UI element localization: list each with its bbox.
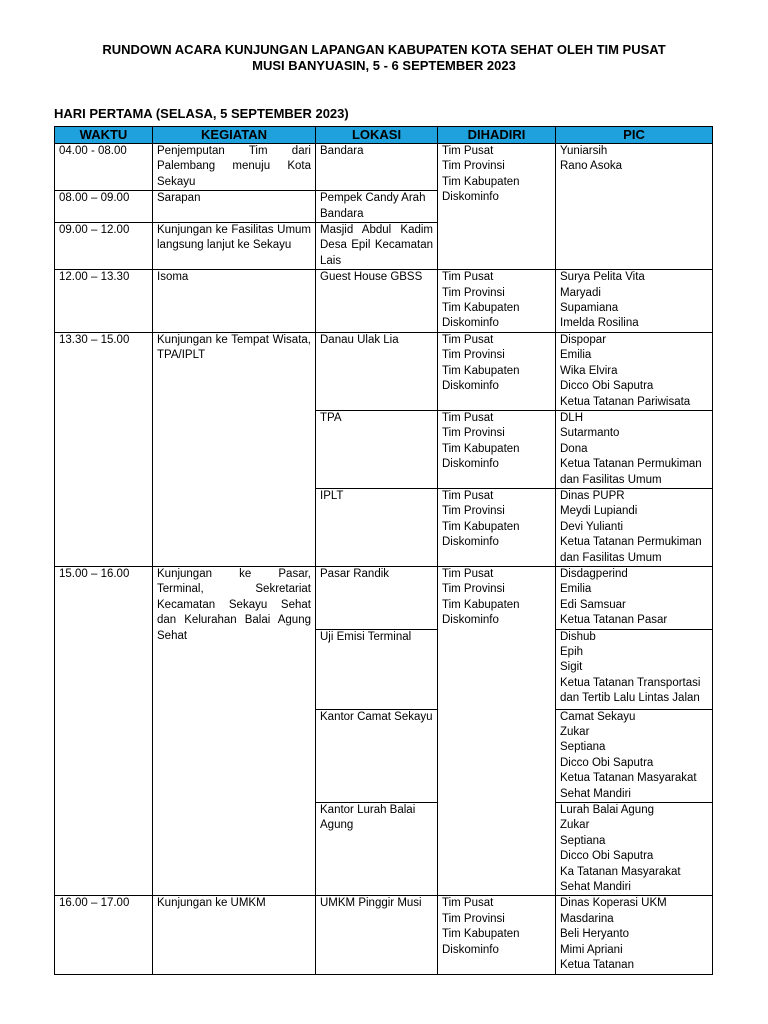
attendee: Tim Provinsi: [442, 583, 505, 596]
pic-name: dan Fasilitas Umum: [560, 551, 662, 564]
attendee: Tim Kabupaten: [442, 175, 520, 188]
cell-pic: [556, 332, 713, 410]
cell-lokasi: Danau Ulak Lia: [316, 332, 438, 410]
cell-lokasi: Masjid Abdul Kadim Desa Epil Kecamatan Lais: [316, 223, 438, 270]
cell-lokasi: Pempek Candy Arah Bandara: [316, 191, 438, 223]
cell-pic: [556, 709, 713, 802]
cell-lokasi: IPLT: [316, 488, 438, 566]
cell-kegiatan: Kunjungan ke Fasilitas Umum langsung lanjut ke Sekayu: [153, 223, 316, 270]
cell-kegiatan: Penjemputan Tim dari Palembang menuju Kota Sekayu: [153, 144, 316, 191]
cell-pic: [556, 629, 713, 709]
pic-name: Surya Pelita Vita: [560, 271, 645, 284]
pic-name: Masdarina: [560, 912, 614, 925]
attendee: Diskominfo: [442, 943, 499, 956]
day-heading: HARI PERTAMA (SELASA, 5 SEPTEMBER 2023): [54, 106, 349, 121]
table-row: [55, 896, 713, 975]
pic-name: Ketua Tatanan Permukiman: [560, 458, 702, 471]
cell-dihadiri: [438, 144, 556, 270]
attendee: Tim Provinsi: [442, 160, 505, 173]
cell-dihadiri: [438, 270, 556, 333]
pic-name: dan Tertib Lalu Lintas Jalan: [560, 692, 700, 705]
table-header-row: [55, 127, 713, 144]
cell-lokasi: Kantor Camat Sekayu: [316, 709, 438, 802]
pic-name: Ketua Tatanan Transportasi: [560, 676, 701, 689]
cell-waktu: 13.30 – 15.00: [55, 332, 153, 566]
pic-name: Ketua Tatanan: [560, 959, 634, 972]
cell-dihadiri: [438, 410, 556, 488]
pic-name: Imelda Rosilina: [560, 317, 639, 330]
cell-lokasi: Bandara: [316, 144, 438, 191]
pic-name: dan Fasilitas Umum: [560, 473, 662, 486]
attendee: Tim Kabupaten: [442, 302, 520, 315]
pic-name: Zukar: [560, 726, 590, 738]
pic-name: Dishub: [560, 630, 596, 643]
attendee: Tim Pusat: [442, 567, 494, 580]
cell-dihadiri: [438, 896, 556, 975]
cell-pic: [556, 896, 713, 975]
pic-name: Mimi Apriani: [560, 943, 623, 956]
cell-lokasi: Guest House GBSS: [316, 270, 438, 333]
pic-name: Dona: [560, 442, 588, 455]
cell-lokasi: Pasar Randik: [316, 566, 438, 629]
attendee: Diskominfo: [442, 536, 499, 549]
pic-name: Epih: [560, 646, 584, 658]
table-row: [55, 144, 713, 191]
pic-name: Ketua Tatanan Permukiman: [560, 536, 702, 549]
pic-name: Ketua Tatanan Pariwisata: [560, 395, 691, 408]
cell-pic: [556, 270, 713, 333]
col-header-waktu: WAKTU: [55, 127, 153, 144]
cell-lokasi: Uji Emisi Terminal: [316, 629, 438, 709]
pic-name: Dicco Obi Saputra: [560, 380, 654, 393]
pic-name: Septiana: [560, 834, 606, 847]
pic-name: Emilia: [560, 349, 592, 362]
pic-name: Dicco Obi Saputra: [560, 850, 654, 863]
document-title: [0, 42, 768, 74]
attendee: Tim Pusat: [442, 489, 494, 502]
pic-name: Edi Samsuar: [560, 598, 626, 611]
attendee: Tim Provinsi: [442, 912, 505, 925]
col-header-dihadiri: DIHADIRI: [438, 127, 556, 144]
pic-name: Ketua Tatanan Pasar: [560, 614, 668, 627]
cell-lokasi: Kantor Lurah Balai Agung: [316, 803, 438, 896]
pic-name: Rano Asoka: [560, 160, 623, 173]
pic-name: Camat Sekayu: [560, 710, 636, 723]
cell-waktu: 08.00 – 09.00: [55, 191, 153, 223]
attendee: Tim Provinsi: [442, 286, 505, 299]
cell-dihadiri: [438, 332, 556, 410]
col-header-lokasi: LOKASI: [316, 127, 438, 144]
col-header-pic: PIC: [556, 127, 713, 144]
cell-waktu: 12.00 – 13.30: [55, 270, 153, 333]
pic-name: Meydi Lupiandi: [560, 505, 638, 518]
pic-name: Dinas Koperasi UKM: [560, 897, 667, 910]
cell-lokasi: UMKM Pinggir Musi: [316, 896, 438, 975]
attendee: Tim Pusat: [442, 411, 494, 424]
attendee: Diskominfo: [442, 614, 499, 627]
title-line-2: MUSI BANYUASIN, 5 - 6 SEPTEMBER 2023: [252, 58, 516, 73]
table-row: [55, 332, 713, 410]
cell-kegiatan: Kunjungan ke Tempat Wisata, TPA/IPLT: [153, 332, 316, 566]
cell-pic: [556, 144, 713, 270]
cell-kegiatan: Sarapan: [153, 191, 316, 223]
attendee: Diskominfo: [442, 317, 499, 330]
pic-name: Sigit: [560, 661, 583, 674]
pic-name: Sutarmanto: [560, 427, 620, 440]
pic-name: Yuniarsih: [560, 145, 608, 157]
table-row: [55, 566, 713, 629]
cell-kegiatan: Kunjungan ke Pasar, Terminal, Sekretariat Kecamatan Sekayu Sehat dan Kelurahan Balai Agung Sehat: [153, 566, 316, 896]
attendee: Tim Pusat: [442, 145, 494, 157]
attendee: Tim Kabupaten: [442, 598, 520, 611]
pic-name: Ketua Tatanan Masyarakat: [560, 772, 697, 785]
pic-name: Beli Heryanto: [560, 928, 630, 941]
title-line-1: RUNDOWN ACARA KUNJUNGAN LAPANGAN KABUPATEN KOTA SEHAT OLEH TIM PUSAT: [102, 42, 666, 57]
cell-waktu: 04.00 - 08.00: [55, 144, 153, 191]
attendee: Tim Kabupaten: [442, 928, 520, 941]
attendee: Tim Pusat: [442, 897, 494, 910]
attendee: Diskominfo: [442, 380, 499, 393]
pic-name: Disdagperind: [560, 567, 628, 580]
cell-pic: [556, 566, 713, 629]
cell-waktu: 16.00 – 17.00: [55, 896, 153, 975]
attendee: Tim Kabupaten: [442, 442, 520, 455]
pic-name: Dinas PUPR: [560, 489, 625, 502]
cell-pic: [556, 410, 713, 488]
attendee: Tim Provinsi: [442, 427, 505, 440]
pic-name: Supamiana: [560, 302, 619, 315]
pic-name: Lurah Balai Agung: [560, 804, 654, 817]
pic-name: Sehat Mandiri: [560, 881, 631, 894]
pic-name: Emilia: [560, 583, 592, 596]
attendee: Tim Kabupaten: [442, 364, 520, 377]
attendee: Tim Kabupaten: [442, 520, 520, 533]
attendee: Tim Pusat: [442, 271, 494, 284]
cell-pic: [556, 803, 713, 896]
rundown-table: [54, 126, 713, 975]
table-row: [55, 270, 713, 333]
cell-waktu: 09.00 – 12.00: [55, 223, 153, 270]
pic-name: Devi Yulianti: [560, 520, 624, 533]
cell-kegiatan: Kunjungan ke UMKM: [153, 896, 316, 975]
attendee: Diskominfo: [442, 458, 499, 471]
pic-name: Wika Elvira: [560, 364, 618, 377]
cell-pic: [556, 488, 713, 566]
attendee: Tim Pusat: [442, 333, 494, 346]
pic-name: Ka Tatanan Masyarakat: [560, 865, 681, 878]
pic-name: Zukar: [560, 819, 590, 832]
attendee: Tim Provinsi: [442, 505, 505, 518]
col-header-kegiatan: KEGIATAN: [153, 127, 316, 144]
cell-dihadiri: [438, 566, 556, 896]
pic-name: Dispopar: [560, 333, 607, 346]
cell-waktu: 15.00 – 16.00: [55, 566, 153, 896]
attendee: Diskominfo: [442, 191, 499, 204]
pic-name: Septiana: [560, 741, 606, 754]
cell-lokasi: TPA: [316, 410, 438, 488]
pic-name: Maryadi: [560, 286, 601, 299]
cell-kegiatan: Isoma: [153, 270, 316, 333]
pic-name: Sehat Mandiri: [560, 787, 631, 800]
cell-dihadiri: [438, 488, 556, 566]
pic-name: Dicco Obi Saputra: [560, 756, 654, 769]
pic-name: DLH: [560, 411, 584, 424]
attendee: Tim Provinsi: [442, 349, 505, 362]
